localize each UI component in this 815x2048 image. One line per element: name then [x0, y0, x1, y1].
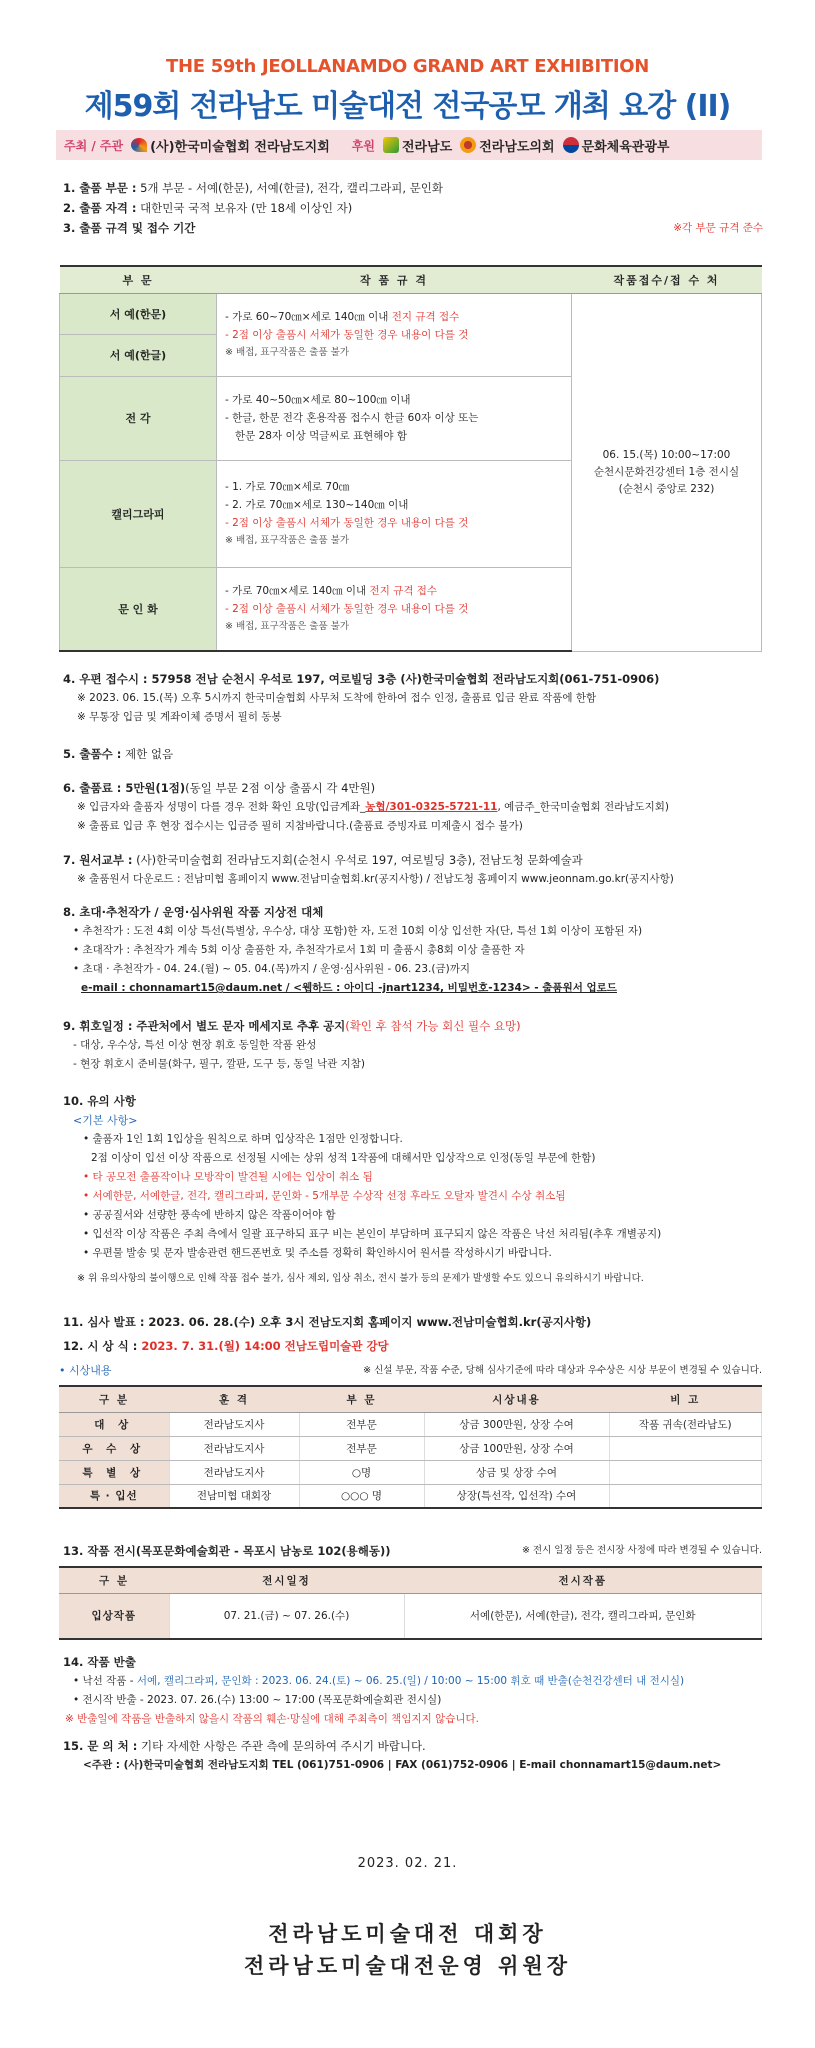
col-header: 작품접수/접 수 처	[572, 266, 762, 293]
item-1	[63, 178, 763, 198]
category-cell: 서 예(한문)	[60, 293, 217, 334]
spec-cell	[217, 293, 572, 376]
taegeuk-icon	[563, 137, 579, 153]
item-14	[63, 1652, 763, 1729]
item-note: ※ 반출일에 작품을 반출하지 않을시 작품의 훼손·망실에 대해 주최측이 책임지지 않습니다.	[65, 1713, 479, 1725]
item-red: (확인 후 참석 가능 회신 필수 요망)	[345, 1019, 521, 1033]
item-label: 6. 출품료 :	[63, 781, 122, 795]
category-cell: 문 인 화	[60, 567, 217, 651]
item-label: 8. 초대·추천작가 / 운영·심사위원 작품 지상전 대체	[63, 905, 324, 919]
table-row: 대 상 전라남도지사 전부문 상금 300만원, 상장 수여 작품 귀속(전라남도)	[59, 1412, 762, 1436]
table-row: 입상작품 07. 21.(금) ~ 07. 26.(수) 서예(한문), 서예(한글), 전각, 캘리그라피, 문인화	[59, 1593, 762, 1639]
item-red: 2023. 7. 31.(월) 14:00 전남도립미술관 강당	[137, 1339, 389, 1353]
category-cell: 캘리그라피	[60, 460, 217, 567]
item-label: 11. 심사 발표 :	[63, 1315, 145, 1329]
support-org-name: 전라남도의회	[479, 139, 555, 155]
item-label: 1. 출품 부문 :	[63, 181, 137, 195]
council-logo-icon	[460, 137, 476, 153]
bank-account: 농협/301-0325-5721-11	[365, 801, 498, 813]
col-header: 비 고	[609, 1386, 762, 1412]
col-header: 전시일정	[169, 1567, 404, 1593]
item-note: ※ 출품료 입금 후 현장 접수시는 입금증 필히 지참바랍니다.(출품료 증빙자료 미제출시 접수 불가)	[77, 820, 523, 832]
item-text: (사)한국미술협회 전라남도지회(순천시 우석로 197, 여로빌딩 3층), 전남도청 문화예술과	[132, 853, 583, 867]
item-sub: • 초대작가 : 추천작가 계속 5회 이상 출품한 자, 추천작가로서 1회 미 출품시 총8회 이상 출품한 자	[73, 944, 525, 956]
basic-heading: <기본 사항>	[73, 1114, 138, 1127]
item-note: ※각 부문 규격 준수	[673, 222, 763, 234]
spec-table-header	[60, 266, 762, 293]
item-text: 기타 자세한 사항은 주관 측에 문의하여 주시기 바랍니다.	[137, 1739, 426, 1753]
item-sub: • 낙선 작품 - 서예, 캘리그라피, 문인화 : 2023. 06. 24.(토) ~ 06. 25.(일) / 10:00 ~ 15:00 휘호 때 반출(순천건강센터 내 전시실)	[73, 1675, 685, 1687]
award-note: ※ 신설 부문, 작품 수준, 당해 심사기준에 따라 대상과 우수상은 시상 부문이 변경될 수 있습니다.	[363, 1365, 762, 1376]
item-5	[63, 744, 763, 764]
item-sub: - 현장 휘호시 준비물(화구, 필구, 깔판, 도구 등, 동일 낙관 지참)	[73, 1058, 365, 1070]
item-10	[63, 1091, 763, 1288]
item-9	[63, 1016, 763, 1074]
rule: • 입선작 이상 작품은 주최 측에서 일괄 표구하되 표구 비는 본인이 부담하며 표구되지 않은 작품은 낙선 처리됨(추후 개별공지)	[83, 1228, 662, 1240]
item-label: 15. 문 의 처 :	[63, 1739, 138, 1753]
issue-date: 2023. 02. 21.	[357, 1856, 458, 1871]
item-label: 12. 시 상 식 :	[63, 1339, 138, 1353]
item-note: ※ 전시 일정 등은 전시장 사정에 따라 변경될 수 있습니다.	[521, 1545, 762, 1556]
page-title: 제59회 전라남도 미술대전 전국공모 개최 요강 (II)	[84, 89, 731, 124]
item-text: 2023. 06. 28.(수) 오후 3시 전남도지회 홈페이지 www.전남미술협회.kr(공지사항)	[144, 1315, 592, 1329]
exhibition-table	[59, 1566, 762, 1640]
email-line[interactable]: e-mail : chonnamart15@daum.net / <웹하드 : 아이디 -jnart1234, 비밀번호-1234> - 출품원서 업로드	[81, 982, 617, 994]
jeonnam-logo-icon	[383, 137, 399, 153]
spec-note: ※ 배접, 표구작품은 출품 불가	[225, 534, 350, 546]
spec-cell	[217, 376, 572, 460]
item-text: 제한 없음	[121, 747, 174, 761]
award-header	[59, 1386, 762, 1412]
award-caption	[59, 1362, 762, 1378]
table-row: 우 수 상 전라남도지사 전부문 상금 100만원, 상장 수여	[59, 1436, 762, 1460]
table-row	[60, 293, 762, 334]
item-4-line	[63, 669, 763, 689]
receipt-line: 순천시문화건강센터 1층 전시실	[593, 465, 740, 478]
col-header: 전시작품	[404, 1567, 762, 1593]
rule: • 서예한문, 서예한글, 전각, 캘리그라피, 문인화 - 5개부문 수상작 선정 후라도 오탈자 발견시 수상 취소됨	[83, 1190, 566, 1202]
spec-cell	[217, 460, 572, 567]
subtitle-en: THE 59th JEOLLANAMDO GRAND ART EXHIBITION	[166, 56, 649, 77]
item-sub: • 초대 · 추천작가 - 04. 24.(월) ~ 05. 04.(목)까지 / 운영·심사위원 - 06. 23.(금)까지	[73, 963, 470, 975]
item-label: 10. 유의 사항	[63, 1094, 136, 1108]
support-label: 후원	[351, 138, 375, 153]
item-label: 14. 작품 반출	[63, 1655, 136, 1669]
col-header: 부 문	[60, 266, 217, 293]
item-label: 5. 출품수 :	[63, 747, 122, 761]
support-org-jeonnam	[383, 136, 452, 155]
table-row: 특 · 입선 전남미협 대회장 ○○○ 명 상장(특선작, 입선작) 수여	[59, 1484, 762, 1508]
spec-line: - 가로 40~50㎝×세로 80~100㎝ 이내	[225, 394, 411, 406]
support-org-mcst	[563, 136, 670, 155]
host-label: 주최 / 주관	[64, 138, 124, 153]
receipt-line: 06. 15.(목) 10:00~17:00	[602, 448, 731, 461]
col-header: 부 문	[299, 1386, 424, 1412]
item-8	[63, 902, 763, 998]
item-label: 3. 출품 규격 및 접수 기간	[63, 221, 196, 235]
item-15	[63, 1736, 763, 1775]
item-note: ※ 입금자와 출품자 성명이 다를 경우 전화 확인 요망(입금계좌_농협/301-0325-5721-11, 예금주_한국미술협회 전라남도지회)	[77, 801, 669, 813]
item-11	[63, 1312, 763, 1332]
spec-line: - 2점 이상 출품시 서체가 동일한 경우 내용이 다를 것	[225, 602, 469, 615]
rule: 2점 이상이 입선 이상 작품으로 선정될 시에는 상위 성적 1작품에 대해서만 입상작으로 인정(동일 부문에 한함)	[91, 1152, 596, 1164]
exhibition-header	[59, 1567, 762, 1593]
support-org-council	[460, 136, 554, 155]
spec-line: - 1. 가로 70㎝×세로 70㎝	[225, 480, 350, 493]
item-text: 대한민국 국적 보유자 (만 18세 이상인 자)	[140, 201, 353, 215]
col-header: 구 분	[59, 1386, 169, 1412]
item-label: 4. 우편 접수시 :	[63, 672, 148, 686]
item-label: 2. 출품 자격 :	[63, 201, 137, 215]
host-org-name: (사)한국미술협회 전라남도지회	[150, 139, 330, 155]
signature-chair: 전라남도미술대전 대회장	[268, 1921, 547, 1946]
col-header: 작 품 규 격	[217, 266, 572, 293]
item-label: 9. 휘호일정 :	[63, 1019, 133, 1033]
award-table	[59, 1385, 762, 1509]
receipt-line: (순천시 중앙로 232)	[618, 482, 715, 495]
spec-note: ※ 배접, 표구작품은 출품 불가	[225, 620, 350, 632]
item-sub: - 대상, 우수상, 특선 이상 현장 휘호 동일한 작품 완성	[73, 1039, 317, 1051]
item-text: 57958 전남 순천시 우석로 197, 여로빌딩 3층 (사)한국미술협회 전라남도지회(061-751-0906)	[147, 672, 660, 686]
award-label: • 시상내용	[59, 1364, 112, 1377]
category-cell: 전 각	[60, 376, 217, 460]
item-4	[63, 669, 763, 727]
item-text: 5개 부문 - 서예(한문), 서예(한글), 전각, 캘리그라피, 문인화	[140, 181, 443, 195]
rule: • 공공질서와 선량한 풍속에 반하지 않은 작품이어야 함	[83, 1209, 336, 1221]
item-sub: • 추천작가 : 도전 4회 이상 특선(특별상, 우수상, 대상 포함)한 자, 도전 10회 이상 입선한 자(단, 특선 1회 이상이 포함된 자)	[73, 925, 643, 937]
category-cell: 서 예(한글)	[60, 334, 217, 376]
item-note: ※ 무통장 입금 및 계좌이체 증명서 필히 동봉	[77, 711, 282, 723]
kfaa-logo-icon	[131, 138, 147, 152]
spec-line: - 한글, 한문 전각 혼용작품 접수시 한글 60자 이상 또는	[225, 412, 479, 424]
item-note: ※ 출품원서 다운로드 : 전남미협 홈페이지 www.전남미술협회.kr(공지사항) / 전남도청 홈페이지 www.jeonnam.go.kr(공지사항)	[77, 873, 674, 885]
spec-line: - 2점 이상 출품시 서체가 동일한 경우 내용이 다를 것	[225, 516, 469, 529]
col-header: 구 분	[59, 1567, 169, 1593]
spec-note: ※ 배접, 표구작품은 출품 불가	[225, 346, 350, 358]
spec-line: - 가로 60~70㎝×세로 140㎝ 이내 전지 규격 접수	[225, 310, 460, 323]
item-text-2: (동일 부문 2점 이상 출품시 각 4만원)	[185, 781, 376, 795]
spec-line: - 2. 가로 70㎝×세로 130~140㎝ 이내	[225, 498, 409, 511]
item-3	[63, 218, 763, 238]
spec-line: - 가로 70㎝×세로 140㎝ 이내 전지 규격 접수	[225, 584, 438, 597]
item-6	[63, 778, 763, 836]
item-text: 5만원(1점)	[121, 781, 186, 795]
spec-line: 한문 28자 이상 먹글씨로 표현해야 함	[235, 430, 408, 442]
contact-line: <주관 : (사)한국미술협회 전라남도지회 TEL (061)751-0906 | FAX (061)752-0906 | E-mail chonnamart15@daum.net>	[83, 1759, 722, 1771]
table-row: 특 별 상 전라남도지사 ○명 상금 및 상장 수여	[59, 1460, 762, 1484]
spec-line: - 2점 이상 출품시 서체가 동일한 경우 내용이 다를 것	[225, 328, 469, 341]
item-label: 7. 원서교부 :	[63, 853, 133, 867]
items-1-3	[63, 178, 763, 238]
col-header: 시상내용	[424, 1386, 609, 1412]
rule: • 우편물 발송 및 문자 발송관련 핸드폰번호 및 주소를 정확히 확인하시어 원서를 작성하시기 바랍니다.	[83, 1247, 552, 1259]
col-header: 훈 격	[169, 1386, 299, 1412]
rule: • 출품자 1인 1회 1입상을 원칙으로 하며 입상작은 1점만 인정합니다.	[83, 1133, 403, 1145]
item-13	[63, 1541, 762, 1561]
signature-committee: 전라남도미술대전운영 위원장	[243, 1953, 572, 1978]
sponsor-bar	[56, 130, 762, 160]
receipt-cell	[572, 293, 762, 651]
item-note: ※ 위 유의사항의 불이행으로 인해 작품 접수 불가, 심사 제외, 입상 취소, 전시 불가 등의 문제가 발생할 수도 있으니 유의하시기 바랍니다.	[77, 1273, 644, 1284]
support-org-name: 전라남도	[401, 139, 453, 155]
spec-cell	[217, 567, 572, 651]
item-note: ※ 2023. 06. 15.(목) 오후 5시까지 한국미술협회 사무처 도착에 한하여 접수 인정, 출품료 입금 완료 작품에 한함	[77, 692, 597, 704]
item-7	[63, 850, 763, 889]
item-12	[63, 1336, 763, 1356]
rule: • 타 공모전 출품작이나 모방작이 발견될 시에는 입상이 취소 됨	[83, 1171, 373, 1183]
item-text: 주관처에서 별도 문자 메세지로 추후 공지	[132, 1019, 346, 1033]
item-label: 13. 작품 전시(목포문화예술회관 - 목포시 남농로 102(용해동))	[63, 1544, 391, 1558]
spec-table	[59, 265, 762, 652]
support-org-name: 문화체육관광부	[581, 139, 670, 155]
item-sub: • 전시작 반출 - 2023. 07. 26.(수) 13:00 ~ 17:00 (목포문화예술회관 전시실)	[73, 1694, 442, 1706]
host-org	[131, 136, 330, 155]
item-2	[63, 198, 763, 218]
